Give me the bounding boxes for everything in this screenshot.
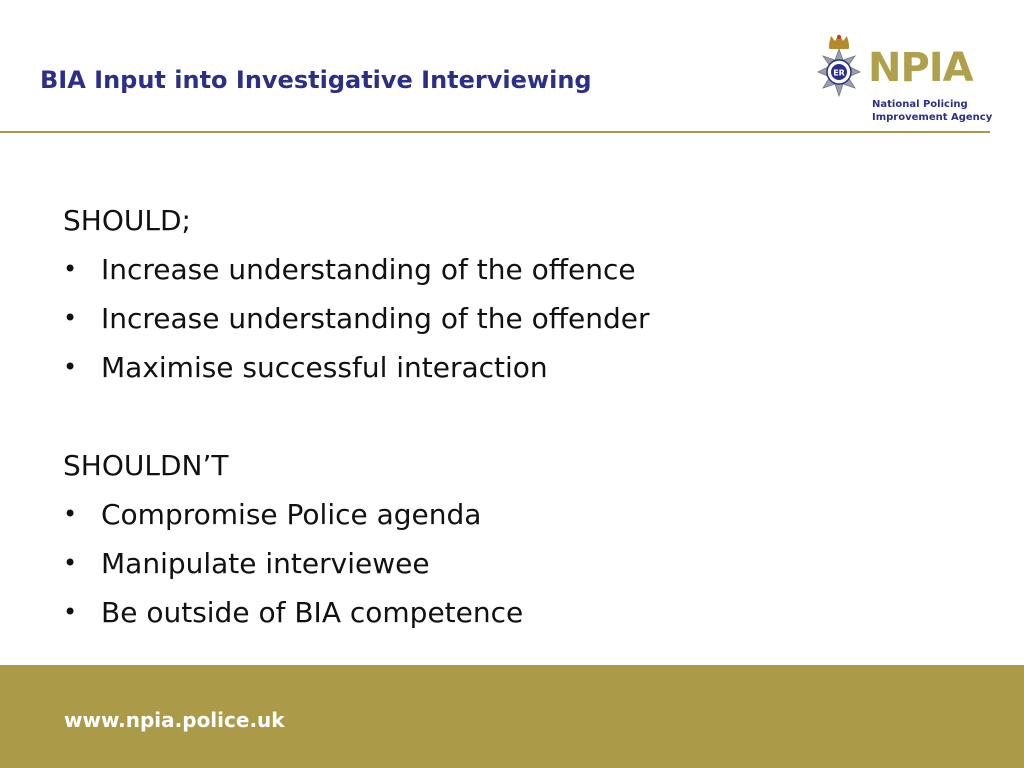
bullet-text: Manipulate interviewee xyxy=(101,547,430,580)
bullet-text: Maximise successful interaction xyxy=(101,351,548,384)
bullet-icon: • xyxy=(63,549,78,577)
bullet-text: Increase understanding of the offence xyxy=(101,253,636,286)
bullet-item xyxy=(63,245,963,294)
bullet-icon: • xyxy=(63,353,78,381)
bullet-icon: • xyxy=(63,598,78,626)
title-divider xyxy=(0,131,990,133)
bullet-item xyxy=(63,343,963,392)
footer-url-link[interactable]: www.npia.police.uk xyxy=(64,708,285,732)
bullet-item xyxy=(63,294,963,343)
slide-body xyxy=(63,196,963,637)
bullet-icon: • xyxy=(63,304,78,332)
logo-wordmark: NPIA xyxy=(868,45,973,91)
badge-letters: ER xyxy=(833,68,845,78)
bullet-icon: • xyxy=(63,500,78,528)
bullet-icon: • xyxy=(63,255,78,283)
shouldnt-heading: SHOULDN’T xyxy=(63,449,229,482)
police-crest-icon xyxy=(812,34,866,100)
logo-subtitle-line-1: National Policing xyxy=(872,99,968,110)
npia-logo xyxy=(812,34,1002,130)
logo-subtitle-line-2: Improvement Agency xyxy=(872,112,993,123)
slide-title: BIA Input into Investigative Interviewing xyxy=(40,66,592,94)
section-spacer xyxy=(63,392,963,441)
bullet-text: Be outside of BIA competence xyxy=(101,596,524,629)
bullet-item xyxy=(63,539,963,588)
should-heading: SHOULD; xyxy=(63,204,191,237)
logo-subtitle xyxy=(872,98,992,124)
bullet-item xyxy=(63,588,963,637)
bullet-text: Increase understanding of the offender xyxy=(101,302,650,335)
footer-bar xyxy=(0,665,1024,768)
bullet-item xyxy=(63,490,963,539)
bullet-text: Compromise Police agenda xyxy=(101,498,482,531)
